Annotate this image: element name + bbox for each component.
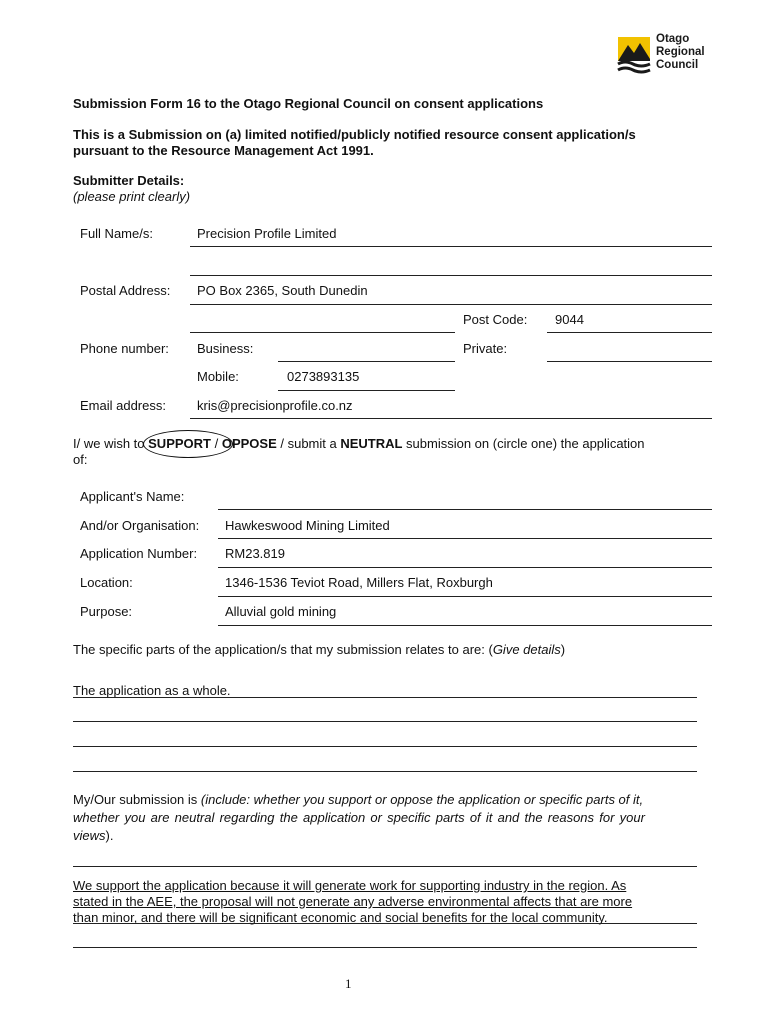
specific-parts-line-4 [73, 771, 697, 772]
mobile-value[interactable]: 0273893135 [287, 369, 360, 384]
stance-pre: I/ we wish to [73, 436, 149, 451]
specific-parts-prompt-text: The specific parts of the application/s that my submission relates to are: ( [73, 642, 493, 657]
private-phone-line[interactable] [547, 361, 712, 362]
purpose-value[interactable]: Alluvial gold mining [225, 604, 337, 619]
specific-parts-line-2 [73, 721, 697, 722]
submission-prompt-start: My/Our submission is [73, 792, 201, 807]
postal-address-value[interactable]: PO Box 2365, South Dunedin [197, 283, 368, 298]
stance-line-2: of: [73, 452, 88, 467]
business-phone-line[interactable] [278, 361, 455, 362]
submission-answer-line-2[interactable]: stated in the AEE, the proposal will not generate any adverse environmental affects that are more [73, 894, 633, 909]
purpose-line [218, 625, 712, 626]
location-label: Location: [80, 575, 133, 590]
applicant-name-line[interactable] [218, 509, 712, 510]
logo-line-1: Otago [656, 33, 690, 45]
postal-address-line-2 [190, 332, 455, 333]
submitter-heading: Submitter Details: [73, 173, 185, 188]
submission-answer-line-1[interactable]: We support the application because it will generate work for supporting industry in the region. As [73, 878, 627, 893]
email-label: Email address: [80, 398, 166, 413]
submission-prompt-italic-3: views [73, 828, 106, 843]
submission-line-1 [73, 866, 697, 867]
page-number: 1 [345, 976, 352, 991]
full-name-line [190, 246, 712, 247]
location-line [218, 596, 712, 597]
business-phone-label: Business: [197, 341, 254, 356]
submission-prompt-line-2: whether you are neutral regarding the application or specific parts of it and the reasons for your [73, 810, 645, 825]
submission-prompt-line-3 [73, 828, 113, 843]
stance-post: submission on (circle one) the application [402, 436, 645, 451]
application-number-line [218, 567, 712, 568]
submission-answer-line [73, 923, 697, 924]
support-selection-circle [143, 430, 233, 458]
logo-line-3: Council [656, 59, 699, 71]
mobile-label: Mobile: [197, 369, 239, 384]
stance-sep: / [210, 436, 222, 451]
mobile-line [278, 390, 455, 391]
email-value[interactable]: kris@precisionprofile.co.nz [197, 398, 353, 413]
neutral-option[interactable]: NEUTRAL [340, 436, 403, 451]
specific-parts-prompt-end: ) [560, 642, 566, 657]
otago-regional-council-logo [616, 33, 716, 77]
post-code-line [547, 332, 712, 333]
email-line [190, 418, 712, 419]
purpose-label: Purpose: [80, 604, 133, 619]
oppose-option[interactable]: OPPOSE [221, 436, 277, 451]
specific-parts-prompt [73, 642, 565, 657]
support-option[interactable]: SUPPORT [148, 436, 211, 451]
form-title: Submission Form 16 to the Otago Regional Council on consent applications [73, 96, 544, 111]
full-name-line-2 [190, 275, 712, 276]
stance-mid: / submit a [276, 436, 341, 451]
specific-parts-line-1 [73, 697, 697, 698]
application-number-value[interactable]: RM23.819 [225, 546, 285, 561]
full-name-label: Full Name/s: [80, 226, 153, 241]
council-mountain-icon [616, 33, 652, 77]
specific-parts-answer[interactable]: The application as a whole. [73, 683, 231, 698]
phone-number-label: Phone number: [80, 341, 169, 356]
organisation-label: And/or Organisation: [80, 518, 200, 533]
specific-parts-line-3 [73, 746, 697, 747]
application-number-label: Application Number: [80, 546, 198, 561]
post-code-value[interactable]: 9044 [555, 312, 584, 327]
postal-address-label: Postal Address: [80, 283, 171, 298]
intro-line-1: This is a Submission on (a) limited notified/publicly notified resource consent application/s [73, 127, 636, 142]
location-value[interactable]: 1346-1536 Teviot Road, Millers Flat, Roxburgh [225, 575, 493, 590]
organisation-line [218, 538, 712, 539]
full-name-value[interactable]: Precision Profile Limited [197, 226, 337, 241]
submission-prompt-italic-1: (include: whether you support or oppose the application or specific parts of it, [200, 792, 644, 807]
print-clearly-note: (please print clearly) [73, 189, 191, 204]
submission-prompt-line-1 [73, 792, 643, 807]
postal-address-line [190, 304, 712, 305]
private-phone-label: Private: [463, 341, 508, 356]
organisation-value[interactable]: Hawkeswood Mining Limited [225, 518, 390, 533]
post-code-label: Post Code: [463, 312, 528, 327]
intro-line-2: pursuant to the Resource Management Act 1991. [73, 143, 374, 158]
applicant-name-label: Applicant's Name: [80, 489, 185, 504]
submission-line-2 [73, 947, 697, 948]
submission-prompt-end: ). [105, 828, 114, 843]
give-details-text: Give details [492, 642, 561, 657]
logo-line-2: Regional [656, 46, 705, 58]
submission-answer-line-3[interactable]: than minor, and there will be significant economic and social benefits for the local community. [73, 910, 608, 925]
